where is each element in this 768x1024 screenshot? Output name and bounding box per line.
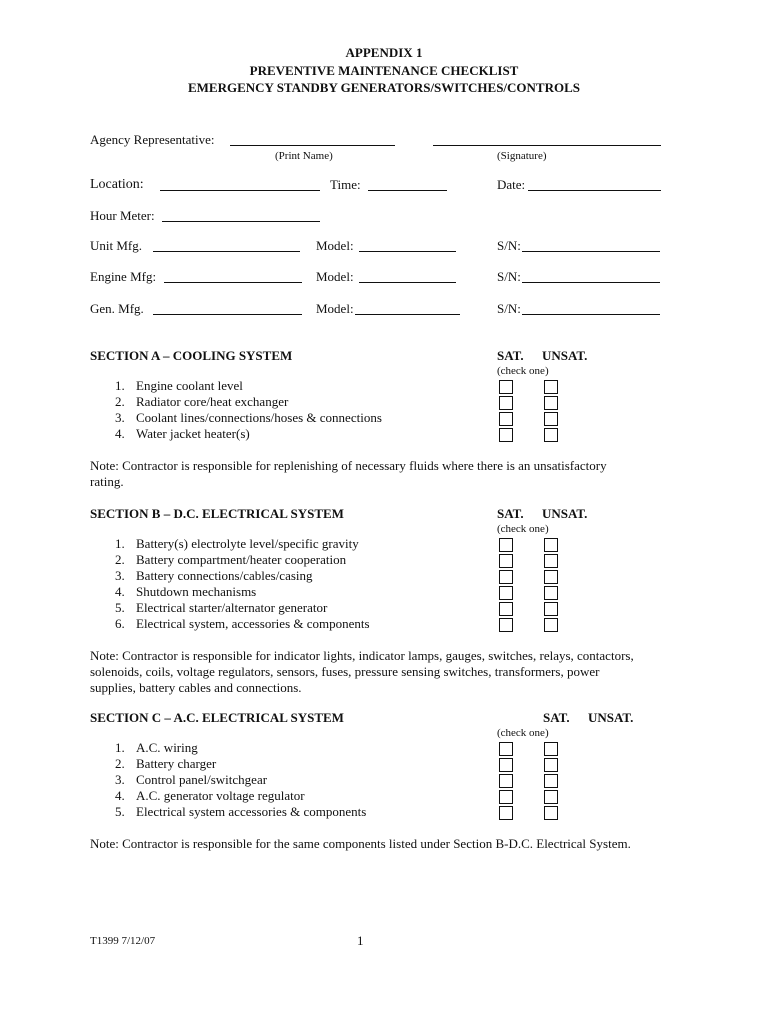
sat-checkbox[interactable] <box>499 618 513 632</box>
sat-checkbox[interactable] <box>499 774 513 788</box>
item-number: 5. <box>115 804 125 819</box>
unsat-checkbox[interactable] <box>544 790 558 804</box>
item-number: 3. <box>115 772 125 787</box>
engine-model-line[interactable] <box>359 282 456 283</box>
page-number: 1 <box>357 933 364 948</box>
item-number: 1. <box>115 536 125 551</box>
checklist-title: PREVENTIVE MAINTENANCE CHECKLIST <box>249 63 519 78</box>
sat-checkbox[interactable] <box>499 758 513 772</box>
sat-checkbox[interactable] <box>499 538 513 552</box>
engine-mfg-label: Engine Mfg: <box>90 269 157 284</box>
section-note: Note: Contractor is responsible for indicator lights, indicator lamps, gauges, switches, relays, contactors, <box>90 648 634 663</box>
unsat-checkbox[interactable] <box>544 586 558 600</box>
print-name-line[interactable] <box>230 145 395 146</box>
engine-sn-line[interactable] <box>522 282 660 283</box>
item-number: 4. <box>115 788 125 803</box>
gen-mfg-line[interactable] <box>153 314 302 315</box>
gen-sn-label: S/N: <box>497 301 521 316</box>
engine-sn-label: S/N: <box>497 269 521 284</box>
section-note: supplies, battery cables and connections. <box>90 680 302 695</box>
checklist-item: Coolant lines/connections/hoses & connections <box>136 410 382 425</box>
item-number: 4. <box>115 426 125 441</box>
sat-checkbox[interactable] <box>499 806 513 820</box>
sat-checkbox[interactable] <box>499 554 513 568</box>
check-one-caption: (check one) <box>497 727 549 739</box>
unsat-checkbox[interactable] <box>544 806 558 820</box>
sat-checkbox[interactable] <box>499 428 513 442</box>
sat-checkbox[interactable] <box>499 412 513 426</box>
checklist-item: Electrical system accessories & components <box>136 804 367 819</box>
sat-checkbox[interactable] <box>499 380 513 394</box>
unit-model-line[interactable] <box>359 251 456 252</box>
location-label: Location: <box>90 177 144 192</box>
gen-sn-line[interactable] <box>522 314 660 315</box>
sat-checkbox[interactable] <box>499 396 513 410</box>
sat-checkbox[interactable] <box>499 602 513 616</box>
section-note: Note: Contractor is responsible for replenishing of necessary fluids where there is an unsatisfactory <box>90 458 607 473</box>
item-number: 1. <box>115 740 125 755</box>
sat-column-header: SAT. <box>543 710 570 725</box>
signature-caption: (Signature) <box>497 150 547 162</box>
unsat-checkbox[interactable] <box>544 538 558 552</box>
item-number: 3. <box>115 410 125 425</box>
unit-sn-label: S/N: <box>497 238 521 253</box>
item-number: 2. <box>115 552 125 567</box>
checklist-item: Control panel/switchgear <box>136 772 268 787</box>
sat-checkbox[interactable] <box>499 790 513 804</box>
unit-sn-line[interactable] <box>522 251 660 252</box>
checklist-item: Battery charger <box>136 756 217 771</box>
item-number: 4. <box>115 584 125 599</box>
sat-column-header: SAT. <box>497 348 524 363</box>
sat-checkbox[interactable] <box>499 570 513 584</box>
engine-model-label: Model: <box>316 269 354 284</box>
section-note: solenoids, coils, voltage regulators, sensors, fuses, pressure sensing switches, transformers, power <box>90 664 600 679</box>
item-number: 3. <box>115 568 125 583</box>
unsat-column-header: UNSAT. <box>588 710 634 725</box>
unsat-checkbox[interactable] <box>544 774 558 788</box>
unsat-checkbox[interactable] <box>544 412 558 426</box>
signature-line[interactable] <box>433 145 661 146</box>
section-title: SECTION A – COOLING SYSTEM <box>90 348 293 363</box>
hour-meter-label: Hour Meter: <box>90 208 155 223</box>
checklist-item: Electrical system, accessories & components <box>136 616 370 631</box>
print-name-caption: (Print Name) <box>275 150 333 162</box>
checklist-item: Shutdown mechanisms <box>136 584 257 599</box>
unsat-checkbox[interactable] <box>544 618 558 632</box>
sat-checkbox[interactable] <box>499 586 513 600</box>
section-note: Note: Contractor is responsible for the same components listed under Section B-D.C. Electrical System. <box>90 836 631 851</box>
section-title: SECTION C – A.C. ELECTRICAL SYSTEM <box>90 710 344 725</box>
unit-mfg-line[interactable] <box>153 251 300 252</box>
hour-meter-line[interactable] <box>162 221 320 222</box>
item-number: 6. <box>115 616 125 631</box>
sat-column-header: SAT. <box>497 506 524 521</box>
unsat-checkbox[interactable] <box>544 602 558 616</box>
time-label: Time: <box>330 177 361 192</box>
checklist-item: Engine coolant level <box>136 378 243 393</box>
unsat-checkbox[interactable] <box>544 758 558 772</box>
unsat-checkbox[interactable] <box>544 380 558 394</box>
checklist-item: Radiator core/heat exchanger <box>136 394 289 409</box>
section-note: rating. <box>90 474 124 489</box>
checklist-item: Battery connections/cables/casing <box>136 568 313 583</box>
unsat-column-header: UNSAT. <box>542 506 588 521</box>
check-one-caption: (check one) <box>497 523 549 535</box>
checklist-item: Water jacket heater(s) <box>136 426 250 441</box>
footer-code: T1399 7/12/07 <box>90 935 156 947</box>
time-line[interactable] <box>368 190 447 191</box>
section-title: SECTION B – D.C. ELECTRICAL SYSTEM <box>90 506 344 521</box>
checklist-item: Battery compartment/heater cooperation <box>136 552 347 567</box>
item-number: 1. <box>115 378 125 393</box>
gen-mfg-label: Gen. Mfg. <box>90 301 144 316</box>
engine-mfg-line[interactable] <box>164 282 302 283</box>
gen-model-label: Model: <box>316 301 354 316</box>
checklist-item: A.C. wiring <box>136 740 198 755</box>
gen-model-line[interactable] <box>355 314 460 315</box>
item-number: 5. <box>115 600 125 615</box>
item-number: 2. <box>115 394 125 409</box>
unsat-checkbox[interactable] <box>544 428 558 442</box>
unsat-checkbox[interactable] <box>544 396 558 410</box>
unsat-checkbox[interactable] <box>544 742 558 756</box>
location-line[interactable] <box>160 190 320 191</box>
sat-checkbox[interactable] <box>499 742 513 756</box>
checklist-item: Battery(s) electrolyte level/specific gravity <box>136 536 359 551</box>
item-number: 2. <box>115 756 125 771</box>
unsat-column-header: UNSAT. <box>542 348 588 363</box>
checklist-subtitle: EMERGENCY STANDBY GENERATORS/SWITCHES/CONTROLS <box>187 80 580 95</box>
date-line[interactable] <box>528 190 661 191</box>
checklist-item: A.C. generator voltage regulator <box>136 788 305 803</box>
unit-model-label: Model: <box>316 238 354 253</box>
unsat-checkbox[interactable] <box>544 570 558 584</box>
appendix-title: APPENDIX 1 <box>345 45 423 60</box>
agency-rep-label: Agency Representative: <box>90 132 215 147</box>
unit-mfg-label: Unit Mfg. <box>90 238 142 253</box>
unsat-checkbox[interactable] <box>544 554 558 568</box>
checklist-item: Electrical starter/alternator generator <box>136 600 328 615</box>
date-label: Date: <box>497 177 526 192</box>
check-one-caption: (check one) <box>497 365 549 377</box>
